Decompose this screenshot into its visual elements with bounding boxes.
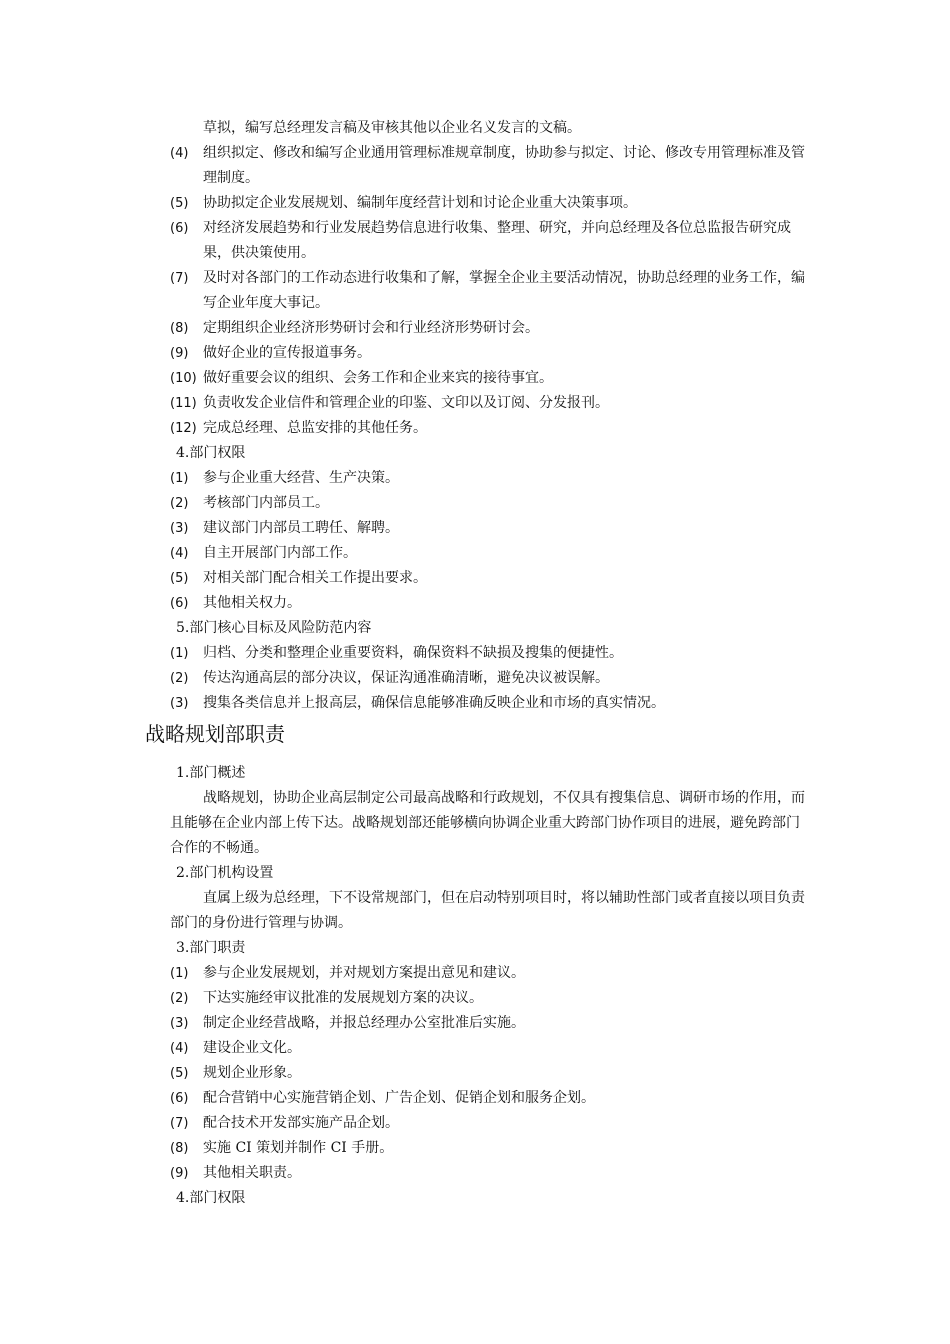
item-text: 参与企业重大经营、生产决策。 — [203, 470, 399, 486]
list-item — [170, 641, 810, 666]
item-text: 规划企业形象。 — [203, 1065, 301, 1081]
item-text: 归档、分类和整理企业重要资料，确保资料不缺损及搜集的便捷性。 — [203, 645, 623, 661]
list-item — [170, 391, 810, 416]
item-number: (1) — [170, 646, 189, 661]
item-number: (1) — [170, 471, 189, 486]
list-item — [170, 266, 810, 316]
item-number: (9) — [170, 346, 189, 361]
item-number: (2) — [170, 671, 189, 686]
item-number: (5) — [170, 1066, 189, 1081]
item-number: (8) — [170, 321, 189, 336]
item-text: 其他相关职责。 — [203, 1165, 301, 1181]
item-text: 定期组织企业经济形势研讨会和行业经济形势研讨会。 — [203, 320, 539, 336]
list-item — [170, 961, 810, 986]
item-text: 传达沟通高层的部分决议，保证沟通准确清晰，避免决议被误解。 — [203, 670, 609, 686]
list-item — [170, 1136, 810, 1161]
item-number: (3) — [170, 521, 189, 536]
list-item — [170, 491, 810, 516]
core-heading: 5.部门核心目标及风险防范内容 — [176, 620, 372, 636]
authority2-heading: 4.部门权限 — [176, 1190, 246, 1206]
item-number: (9) — [170, 1166, 189, 1181]
item-number: (8) — [170, 1141, 189, 1156]
item-text: 组织拟定、修改和编写企业通用管理标准规章制度，协助参与拟定、讨论、修改专用管理标准及管理制度。 — [203, 145, 805, 186]
core-list — [170, 641, 810, 716]
duties-cont-list — [170, 141, 810, 441]
list-item — [170, 466, 810, 491]
structure-heading: 2.部门机构设置 — [176, 865, 274, 881]
item-text: 下达实施经审议批准的发展规划方案的决议。 — [203, 990, 483, 1006]
item-number: (12) — [170, 421, 197, 436]
list-item — [170, 366, 810, 391]
item-number: (3) — [170, 1016, 189, 1031]
item-number: (1) — [170, 966, 189, 981]
list-item — [170, 416, 810, 441]
item-text: 建设企业文化。 — [203, 1040, 301, 1056]
item-text: 做好企业的宣传报道事务。 — [203, 345, 371, 361]
authority-list — [170, 466, 810, 616]
item-text: 配合营销中心实施营销企划、广告企划、促销企划和服务企划。 — [203, 1090, 595, 1106]
item-number: (6) — [170, 596, 189, 611]
item-number: (5) — [170, 571, 189, 586]
item-number: (10) — [170, 371, 197, 386]
item-text: 建议部门内部员工聘任、解聘。 — [203, 520, 399, 536]
list-item — [170, 1161, 810, 1186]
item-number: (4) — [170, 1041, 189, 1056]
section-title: 战略规划部职责 — [145, 722, 285, 746]
item-number: (4) — [170, 546, 189, 561]
item-text: 搜集各类信息并上报高层，确保信息能够准确反映企业和市场的真实情况。 — [203, 695, 665, 711]
item-text: 对相关部门配合相关工作提出要求。 — [203, 570, 427, 586]
list-item — [170, 1111, 810, 1136]
item-text: 参与企业发展规划，并对规划方案提出意见和建议。 — [203, 965, 525, 981]
list-item — [170, 316, 810, 341]
list-item — [170, 691, 810, 716]
item-text: 实施 CI 策划并制作 CI 手册。 — [203, 1140, 394, 1156]
list-item — [170, 216, 810, 266]
item-text: 对经济发展趋势和行业发展趋势信息进行收集、整理、研究，并向总经理及各位总监报告研究成果，供决策使用。 — [203, 220, 791, 261]
item-number: (11) — [170, 396, 197, 411]
item-text: 负责收发企业信件和管理企业的印鉴、文印以及订阅、分发报刊。 — [203, 395, 609, 411]
item-text: 考核部门内部员工。 — [203, 495, 329, 511]
item-number: (4) — [170, 146, 189, 161]
list-item — [170, 141, 810, 191]
overview-heading: 1.部门概述 — [176, 765, 246, 781]
authority-heading: 4.部门权限 — [176, 445, 246, 461]
item-number: (2) — [170, 496, 189, 511]
item-number: (3) — [170, 696, 189, 711]
continuation-line: 草拟，编写总经理发言稿及审核其他以企业名义发言的文稿。 — [203, 120, 581, 136]
duties-list — [170, 961, 810, 1186]
item-text: 完成总经理、总监安排的其他任务。 — [203, 420, 427, 436]
item-text: 制定企业经营战略，并报总经理办公室批准后实施。 — [203, 1015, 525, 1031]
list-item — [170, 1036, 810, 1061]
duties-heading: 3.部门职责 — [176, 940, 246, 956]
item-text: 协助拟定企业发展规划、编制年度经营计划和讨论企业重大决策事项。 — [203, 195, 637, 211]
list-item — [170, 541, 810, 566]
item-number: (6) — [170, 1091, 189, 1106]
list-item — [170, 516, 810, 541]
item-number: (7) — [170, 1116, 189, 1131]
list-item — [170, 341, 810, 366]
list-item — [170, 191, 810, 216]
item-number: (6) — [170, 221, 189, 236]
list-item — [170, 666, 810, 691]
list-item — [170, 1011, 810, 1036]
item-number: (2) — [170, 991, 189, 1006]
item-text: 配合技术开发部实施产品企划。 — [203, 1115, 399, 1131]
list-item — [170, 1061, 810, 1086]
item-text: 做好重要会议的组织、会务工作和企业来宾的接待事宜。 — [203, 370, 553, 386]
item-number: (7) — [170, 271, 189, 286]
item-number: (5) — [170, 196, 189, 211]
document-body — [145, 116, 810, 1211]
item-text: 自主开展部门内部工作。 — [203, 545, 357, 561]
item-text: 其他相关权力。 — [203, 595, 301, 611]
structure-paragraph: 直属上级为总经理，下不设常规部门，但在启动特别项目时，将以辅助性部门或者直接以项目负责部门的身份进行管理与协调。 — [170, 890, 805, 931]
list-item — [170, 566, 810, 591]
list-item — [170, 591, 810, 616]
item-text: 及时对各部门的工作动态进行收集和了解，掌握全企业主要活动情况，协助总经理的业务工作，编写企业年度大事记。 — [203, 270, 805, 311]
list-item — [170, 1086, 810, 1111]
list-item — [170, 986, 810, 1011]
overview-paragraph: 战略规划，协助企业高层制定公司最高战略和行政规划，不仅具有搜集信息、调研市场的作用，而且能够在企业内部上传下达。战略规划部还能够横向协调企业重大跨部门协作项目的进展，避免跨部门合作的不畅通。 — [170, 790, 805, 856]
